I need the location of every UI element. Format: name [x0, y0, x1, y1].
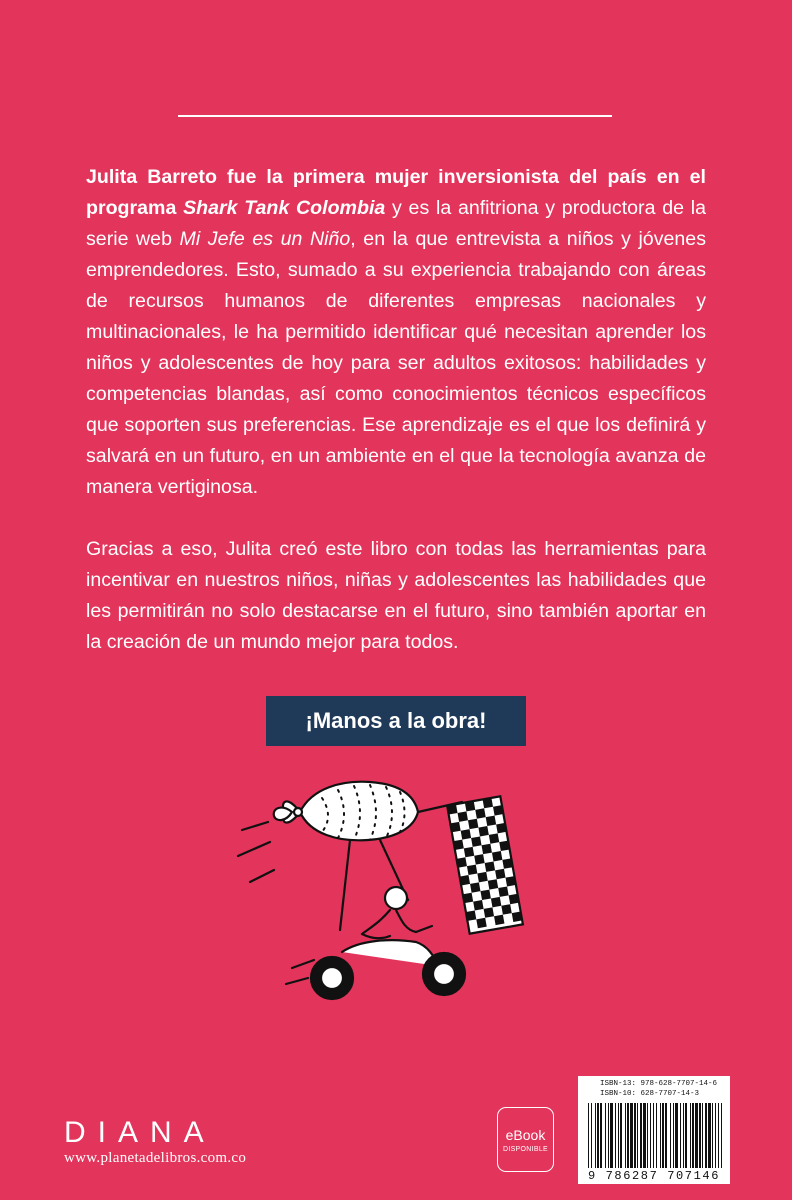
- ebook-badge: [497, 1107, 554, 1172]
- web-series-title: Mi Jefe es un Niño: [179, 228, 351, 250]
- blurb-paragraph-2: Gracias a eso, Julita creó este libro con todas las herramientas para incentivar en nuestros niños, niñas y adolescentes las habilidades que les permitirán no solo destacarse en el futuro, sino también aportar en la creación de un mundo mejor para todos.: [86, 538, 706, 653]
- isbn-barcode: [578, 1076, 730, 1184]
- blurb-paragraph-1: [86, 162, 706, 503]
- barcode-bars: [586, 1103, 726, 1168]
- isbn-13: ISBN-13: 978-628-7707-14-6: [600, 1080, 718, 1088]
- blurb-bold-text: Julita Barreto fue la primera mujer inversionista del país en el programa: [86, 166, 706, 219]
- publisher-website: www.planetadelibros.com.co: [64, 1150, 247, 1166]
- isbn-10: ISBN-10: 628-7707-14-3: [600, 1090, 700, 1098]
- moped-blimp-illustration: [230, 760, 570, 1020]
- publisher-logo: DIANA: [64, 1116, 216, 1149]
- ebook-badge-title: eBook: [505, 1126, 546, 1143]
- blurb-text: , en la que entrevista a niños y jóvenes emprendedores. Esto, sumado a su experiencia trabajando con áreas de recursos humanos de diferentes empresas nacionales y multinacionales, le ha permitido identificar qué necesitan aprender los niños y adolescentes de hoy para ser adultos exitosos: habilidades y competencias blandas, así como conocimientos técnicos específicos que soporten sus preferencias. Ese aprendizaje es el que los definirá y salvará en un futuro, en un ambiente en el que la tecnología avanza de manera vertiginosa.: [86, 228, 706, 498]
- back-cover-blurb: [86, 162, 706, 658]
- ebook-badge-subtitle: DISPONIBLE: [502, 1145, 548, 1153]
- show-title: Shark Tank Colombia: [183, 197, 386, 219]
- barcode-number: 9 786287 707146: [587, 1169, 721, 1183]
- cta-banner: ¡Manos a la obra!: [266, 696, 526, 746]
- blurb-text: y es la anfitriona y productora de la serie web: [86, 197, 706, 250]
- top-divider: [178, 115, 612, 117]
